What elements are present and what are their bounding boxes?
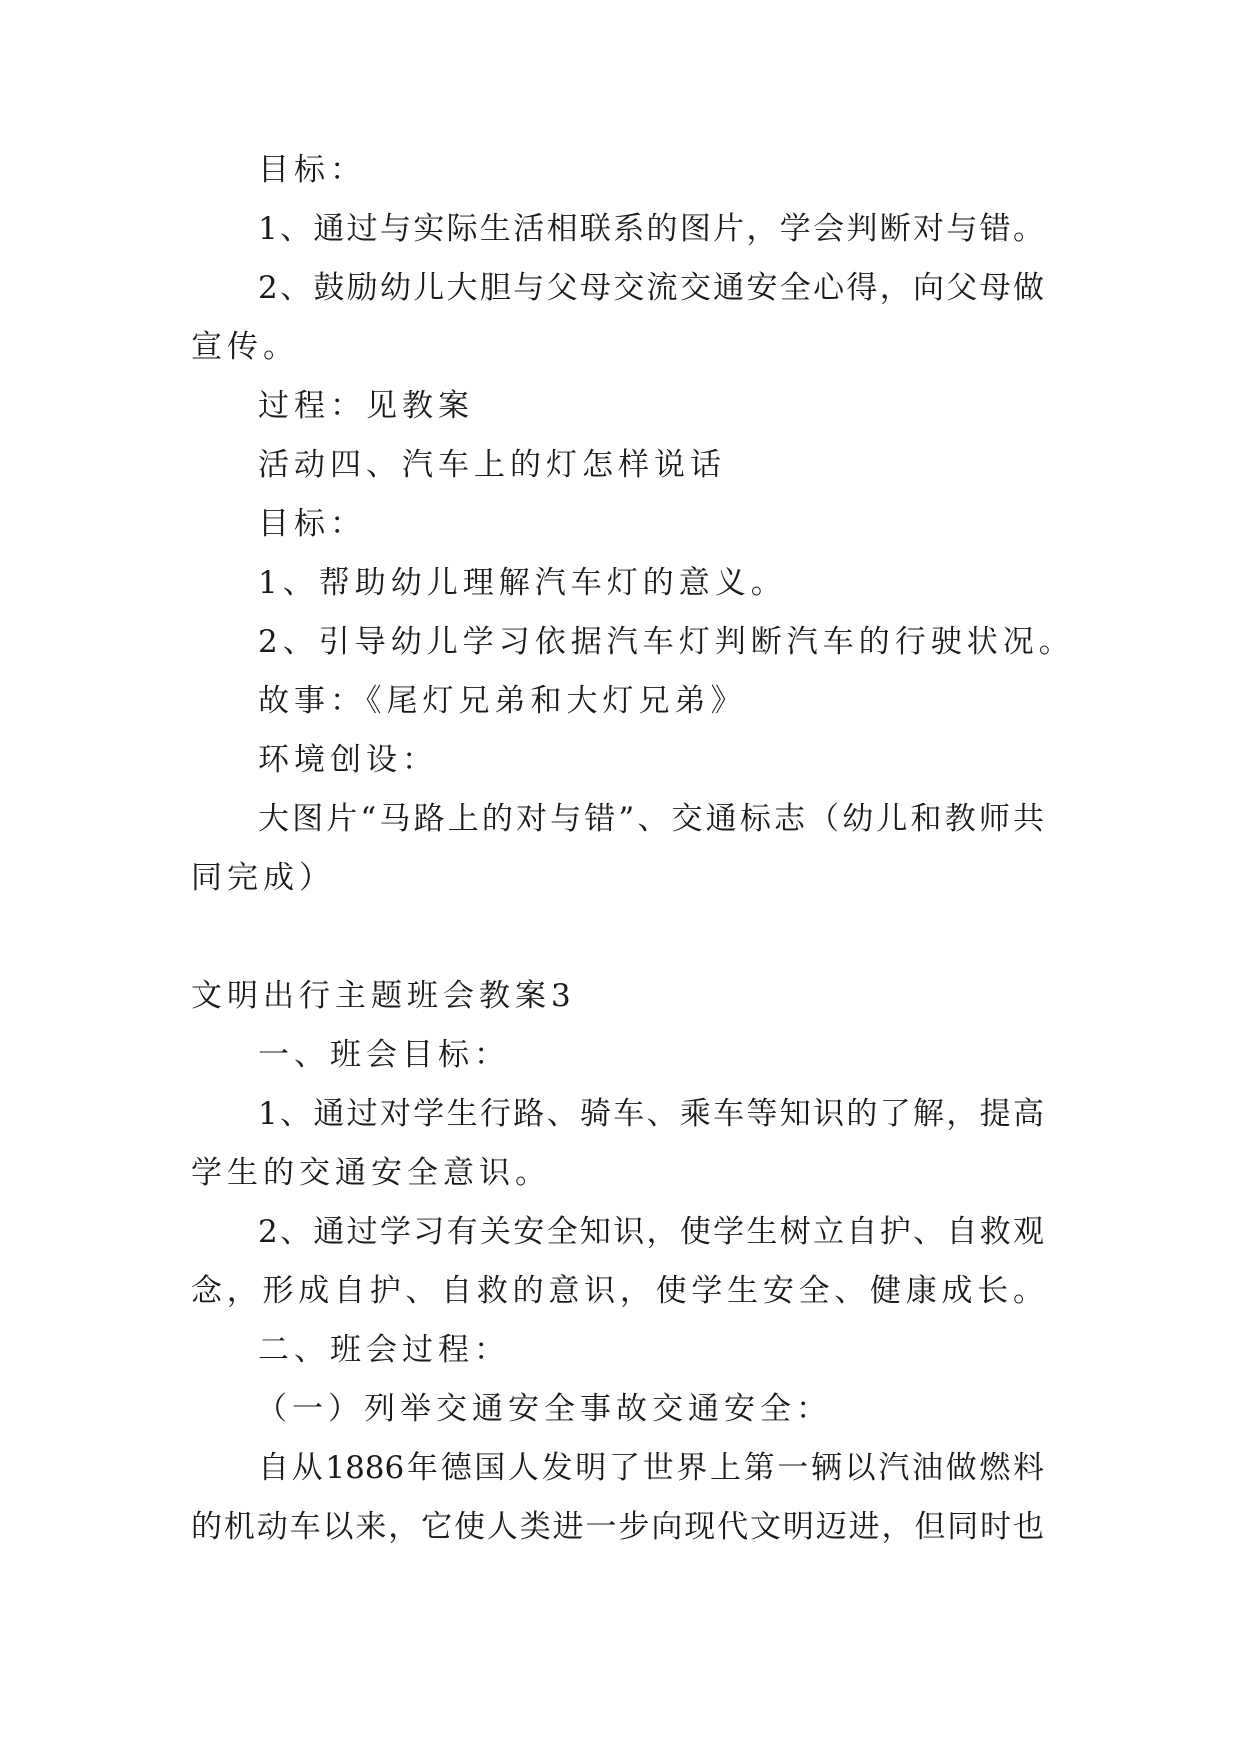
text-line: （一）列举交通安全事故交通安全： [256, 1391, 832, 1427]
text-line: 活动四、汽车上的灯怎样说话 [258, 447, 726, 483]
text-line: 学生的交通安全意识。 [191, 1155, 551, 1191]
text-line: 一、班会目标： [258, 1037, 510, 1073]
text-line: 故事：《尾灯兄弟和大灯兄弟》 [258, 683, 747, 719]
text-line: 1、通过对学生行路、骑车、乘车等知识的了解，提高 [258, 1096, 1044, 1132]
text-line: 自从1886年德国人发明了世界上第一辆以汽油做燃料 [258, 1450, 1044, 1486]
text-line: 念，形成自护、自救的意识，使学生安全、健康成长。 [191, 1273, 1044, 1309]
section-heading: 文明出行主题班会教案3 [191, 978, 576, 1014]
text-line: 目标： [258, 506, 366, 542]
text-line: 2、引导幼儿学习依据汽车灯判断汽车的行驶状况。 [258, 624, 1075, 660]
text-line: 同完成） [191, 860, 335, 896]
text-line: 的机动车以来，它使人类进一步向现代文明迈进，但同时也 [191, 1509, 1044, 1545]
text-line: 过程：见教案 [258, 388, 474, 424]
text-line: 宣传。 [191, 329, 299, 365]
text-line: 1、通过与实际生活相联系的图片，学会判断对与错。 [258, 211, 1044, 247]
text-line: 大图片“马路上的对与错”、交通标志（幼儿和教师共 [258, 801, 1044, 837]
text-line: 1、帮助幼儿理解汽车灯的意义。 [258, 565, 787, 601]
text-line: 2、鼓励幼儿大胆与父母交流交通安全心得，向父母做 [258, 270, 1044, 306]
text-line: 二、班会过程： [258, 1332, 510, 1368]
text-line: 环境创设： [258, 742, 438, 778]
text-line: 2、通过学习有关安全知识，使学生树立自护、自救观 [258, 1214, 1044, 1250]
text-line: 目标： [258, 152, 366, 188]
